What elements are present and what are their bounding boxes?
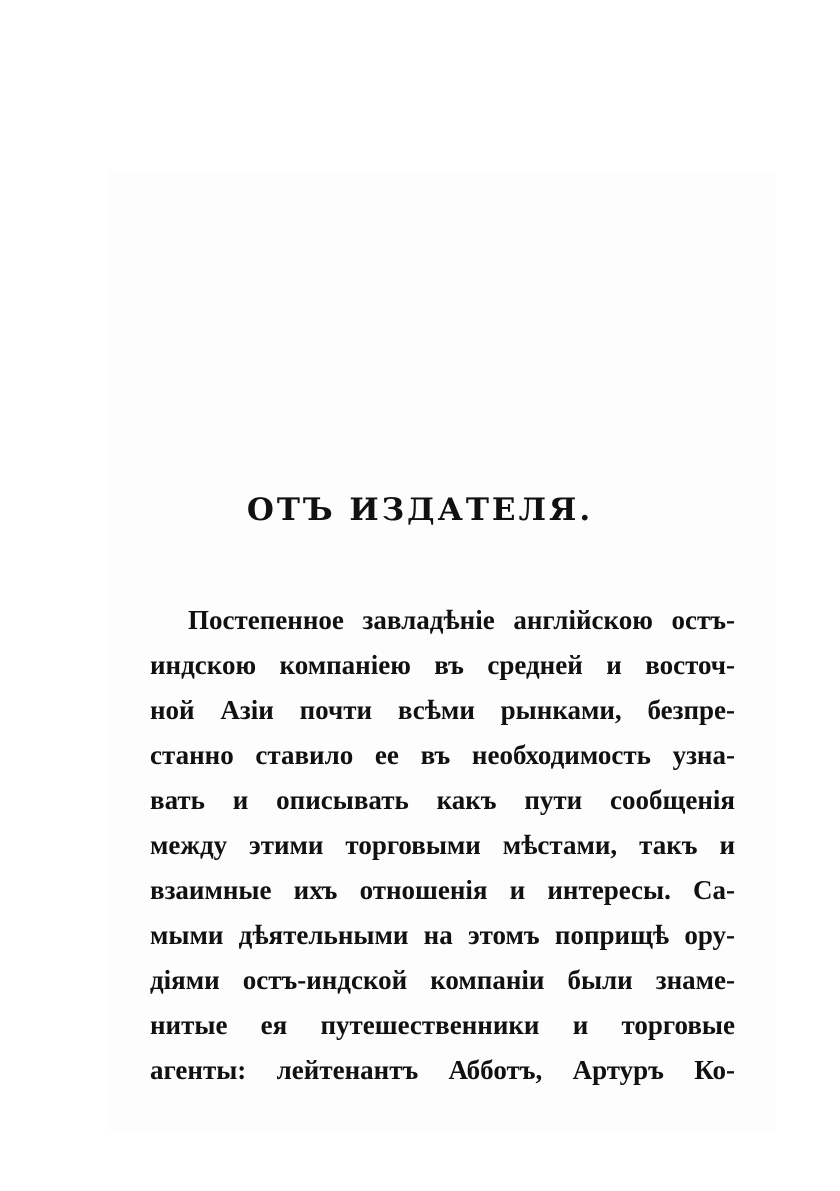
- paragraph-line: Постепенное завладѣніе англійскою остъ-: [188, 605, 735, 635]
- paragraph-line: индскою компаніею въ средней и восточ-: [150, 650, 735, 680]
- paragraph-line: вать и описывать какъ пути сообщенія: [150, 785, 735, 815]
- paragraph-line: мыми дѣятельными на этомъ поприщѣ ору-: [150, 920, 735, 950]
- paragraph-line: діями остъ-индской компаніи были знаме-: [150, 965, 735, 995]
- paragraph-line: взаимные ихъ отношенія и интересы. Са-: [150, 875, 735, 905]
- paragraph-line: нитые ея путешественники и торговые: [150, 1010, 735, 1040]
- paragraph-line: агенты: лейтенантъ Абботъ, Артуръ Ко-: [150, 1055, 735, 1085]
- paragraph-line: ной Азіи почти всѣми рынками, безпре-: [150, 695, 735, 725]
- paragraph-line: между этими торговыми мѣстами, такъ и: [150, 830, 735, 860]
- paragraph-line: станно ставило ее въ необходимость узна-: [150, 740, 735, 770]
- page-heading: ОТЪ ИЗДАТЕЛЯ.: [246, 492, 594, 528]
